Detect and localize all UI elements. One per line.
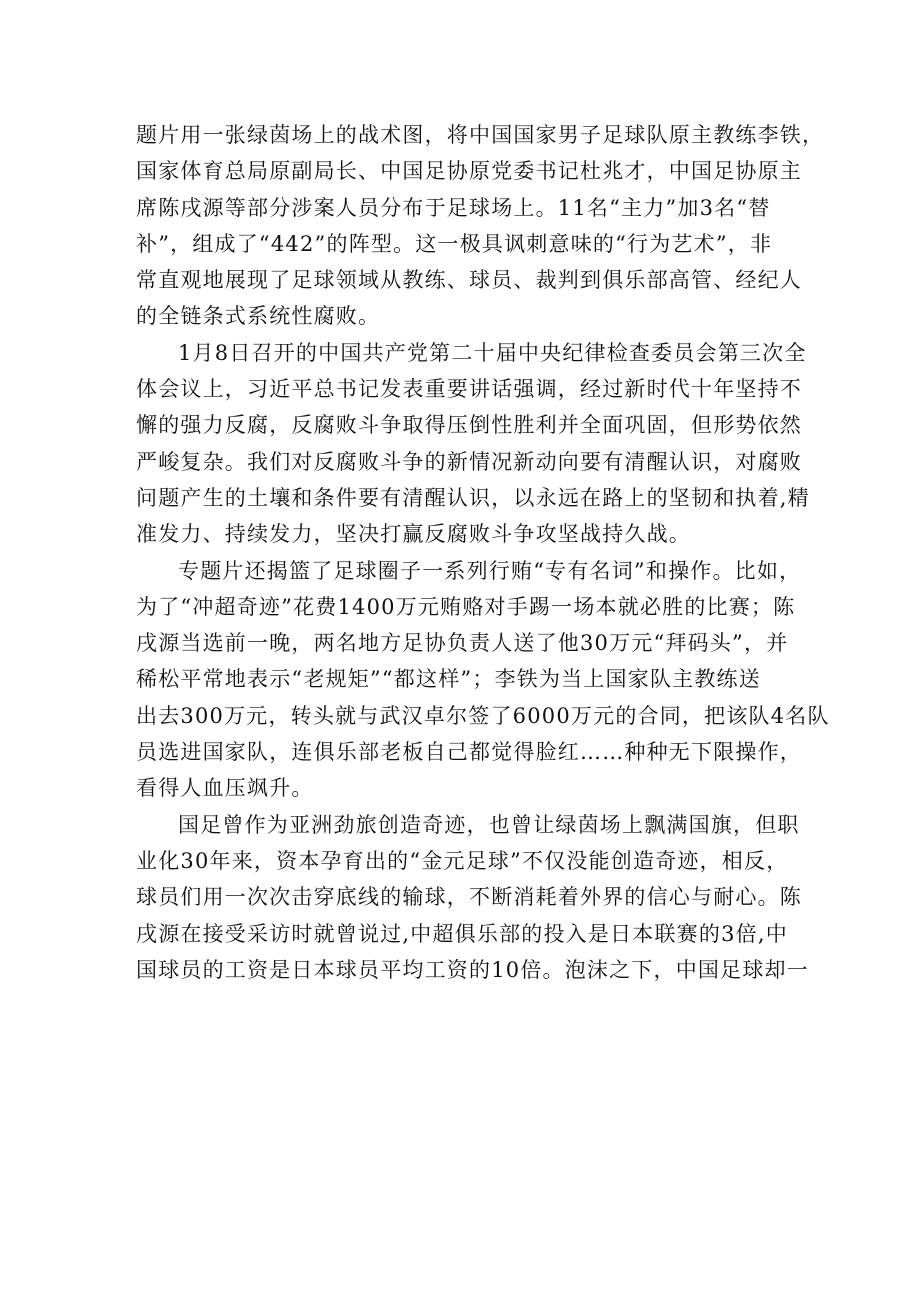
text-line: 稀松平常地表示“老规矩”“都这样”；李铁为当上国家队主教练送 <box>136 667 761 692</box>
text-line: 出去300万元，转头就与武汉卓尔签了6000万元的合同，把该队4名队 <box>136 703 830 728</box>
paragraph-2 <box>136 335 810 553</box>
text-line: 戌源当选前一晚，两名地方足协负责人送了他30万元“拜码头”，并 <box>136 631 789 656</box>
text-line: 严峻复杂。我们对反腐败斗争的新情况新动向要有清醒认识，对腐败 <box>136 449 802 474</box>
text-line: 国足曾作为亚洲劲旅创造奇迹，也曾让绿茵场上飘满国旗，但职 <box>178 812 800 837</box>
text-line: 题片用一张绿茵场上的战术图，将中国国家男子足球队原主教练李铁， <box>136 123 825 147</box>
text-line: 问题产生的土壤和条件要有清醒认识，以永远在路上的坚韧和执着,精 <box>136 485 810 510</box>
paragraph-1 <box>136 117 825 335</box>
text-line: 1月8日召开的中国共产党第二十届中央纪律检查委员会第三次全 <box>178 340 807 365</box>
text-line: 的全链条式系统性腐败。 <box>136 304 381 329</box>
text-line: 席陈戌源等部分涉案人员分布于足球场上。11名“主力”加3名“替 <box>136 195 771 220</box>
text-line: 业化30年来，资本孕育出的“金元足球”不仅没能创造奇迹，相反， <box>136 848 789 873</box>
text-line: 戌源在接受采访时就曾说过,中超俱乐部的投入是日本联赛的3倍,中 <box>136 921 788 946</box>
text-line: 补”，组成了“442”的阵型。这一极具讽刺意味的“行为艺术”，非 <box>136 231 773 256</box>
text-line: 看得人血压飒升。 <box>136 776 314 801</box>
text-line: 常直观地展现了足球领域从教练、球员、裁判到俱乐部高管、经纪人 <box>136 268 802 293</box>
text-line: 懈的强力反腐，反腐败斗争取得压倒性胜利并全面巩固，但形势依然 <box>136 413 802 438</box>
text-line: 专题片还揭篮了足球圈子一系列行贿“专有名词”和操作。比如， <box>178 558 802 583</box>
paragraph-3 <box>136 553 830 807</box>
text-line: 员选进国家队，连俱乐部老板自己都觉得脸红……种种无下限操作， <box>136 740 802 765</box>
text-line: 国球员的工资是日本球员平均工资的10倍。泡沫之下，中国足球却一 <box>136 957 809 982</box>
text-line: 体会议上，习近平总书记发表重要讲话强调，经过新时代十年坚持不 <box>136 377 802 402</box>
paragraph-4 <box>136 807 809 988</box>
text-line: 准发力、持续发力，坚决打赢反腐败斗争攻坚战持久战。 <box>136 522 691 547</box>
text-line: 球员们用一次次击穿底线的输球，不断消耗着外界的信心与耐心。陈 <box>136 885 802 910</box>
text-line: 国家体育总局原副局长、中国足协原党委书记杜兆才，中国足协原主 <box>136 159 802 184</box>
text-line: 为了“冲超奇迹”花费1400万元贿赂对手踢一场本就必胜的比赛；陈 <box>136 594 796 619</box>
